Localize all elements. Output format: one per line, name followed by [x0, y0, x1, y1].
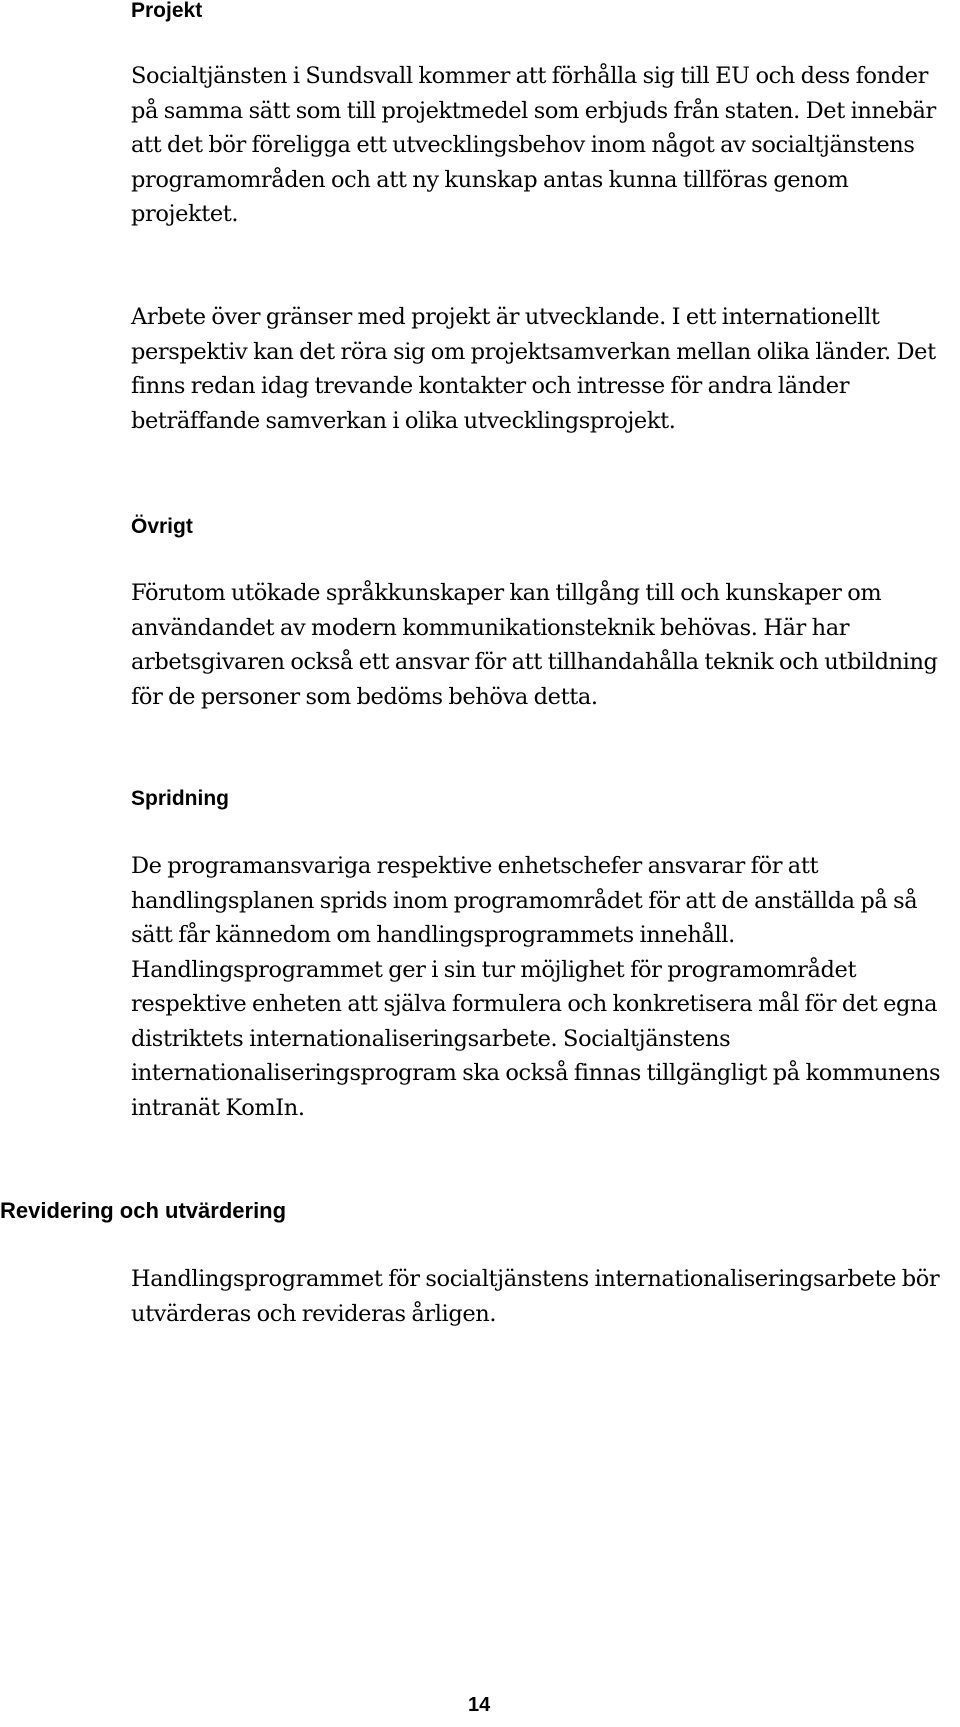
spridning-paragraph-1: De programansvariga respektive enhetschefer ansvarar för att handlingsplanen sprids inom programområdet för att de anställda på så sätt får kännedom om handlingsprogrammets innehåll. Handlingsprogrammet ger i sin tur möjlighet för programområdet respektive enheten att själva formulera och konkretisera mål för det egna distriktets internationaliseringsarbete. Socialtjänstens internationaliseringsprogram ska också finnas tillgängligt på kommunens intranät KomIn.: [131, 853, 941, 1121]
section-heading-spridning: Spridning: [131, 787, 229, 810]
projekt-paragraph-1: Socialtjänsten i Sundsvall kommer att förhålla sig till EU och dess fonder på samma sätt som till projektmedel som erbjuds från staten. Det innebär att det bör föreligga ett utvecklingsbehov inom något av socialtjänstens programområden och att ny kunskap antas kunna tillföras genom projektet.: [131, 63, 936, 227]
projekt-paragraph-2: Arbete över gränser med projekt är utvecklande. I ett internationellt perspektiv kan det röra sig om projektsamverkan mellan olika länder. Det finns redan idag trevande kontakter och intresse för andra länder beträffande samverkan i olika utvecklingsprojekt.: [131, 304, 936, 434]
section-heading-revidering: Revidering och utvärdering: [0, 1198, 287, 1223]
section-heading-ovrigt: Övrigt: [131, 515, 193, 538]
page-number: 14: [468, 1694, 491, 1716]
revidering-paragraph-1: Handlingsprogrammet för socialtjänstens internationaliseringsarbete bör utvärderas och revideras årligen.: [131, 1266, 940, 1327]
section-heading-projekt: Projekt: [131, 0, 203, 22]
ovrigt-paragraph-1: Förutom utökade språkkunskaper kan tillgång till och kunskaper om användandet av modern kommunikationsteknik behövas. Här har arbetsgivaren också ett ansvar för att tillhandahålla teknik och utbildning för de personer som bedöms behöva detta.: [131, 580, 938, 710]
